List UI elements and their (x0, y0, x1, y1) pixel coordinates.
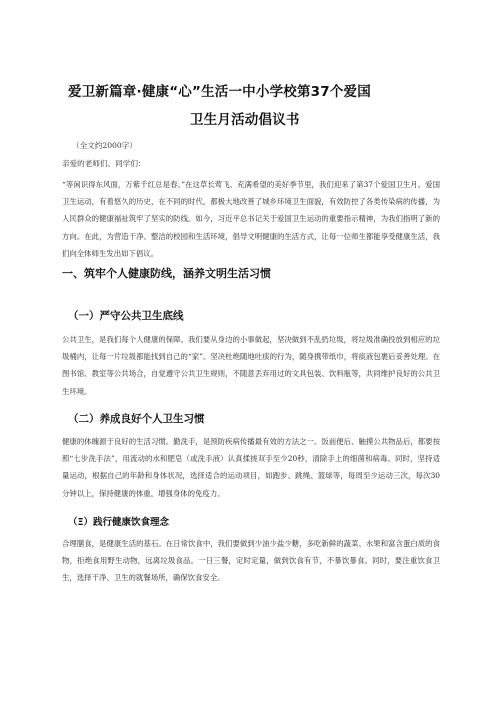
document-title-line2: 卫生月活动倡议书 (190, 112, 300, 128)
subsection1-heading: （一）严守公共卫生底线 (68, 310, 184, 322)
word-count-note: （全文约2000字） (72, 141, 137, 150)
subsection1-paragraph: 公共卫生，是我们每个人健康的保障。我们要从身边的小事做起，坚决做到不乱扔垃圾，将垃圾准确投放到相应的垃圾桶内，让每一片垃圾都能找到自己的“家”。坚决杜绝随地吐痰的行为，随身携带纸巾，将痰液包裹后妥善处理。在图书馆、教室等公共场合，自觉遵守公共卫生规则，不随意丢弃用过的文具包装、饮料瓶等，共同维护良好的公共卫生环境。 (62, 335, 440, 396)
subsection2-heading: （二）养成良好个人卫生习惯 (68, 413, 205, 425)
subsection2-paragraph: 健康的体魄源于良好的生活习惯。勤洗手，是预防疾病传播最有效的方法之一。饭前便后、触摸公共物品后，都要按照“七步洗手法”，用流动的水和肥皂（或洗手液）认真揉搓双手至少20秒，清除手上的细菌和病毒。同时，坚持适量运动，根据自己的年龄和身体状况，选择适合的运动项目，如跑步、跳绳、篮球等，每周至少运动三次，每次30分钟以上，保持健康的体重，增强身体的免疫力。 (62, 437, 440, 498)
salutation: 亲爱的老师们、同学们： (62, 159, 146, 168)
section1-heading: 一、筑牢个人健康防线，涵养文明生活习惯 (62, 267, 271, 280)
intro-paragraph: “等闲识得东风面，万紫千红总是春。”在这草长莺飞、充满希望的美好季节里，我们迎来了第37个爱国卫生月。爱国卫生运动，有着悠久的历史，在不同的时代，都极大地改善了城乡环境卫生面貌，有效防控了各类传染病的传播，为人民群众的健康福祉筑牢了坚实的防线。如今，习近平总书记关于爱国卫生运动的重要指示精神，为我们指明了新的方向。在此，为营造干净、整洁的校园和生活环境，倡导文明健康的生活方式，让每一位师生都能享受健康生活，我们向全体师生发出如下倡议。 (62, 180, 440, 258)
document-title-line1: 爱卫新篇章·健康“心”生活一中小学校第37个爱国 (68, 84, 371, 100)
subsection3-heading: （Ξ）践行健康饮食理念 (68, 517, 170, 528)
subsection3-paragraph: 合理膳食，是健康生活的基石。在日常饮食中，我们要做到少油少盐少糖，多吃新鲜的蔬菜、水果和富含蛋白质的食物，拒绝食用野生动物，远离垃圾食品。一日三餐，定时定量，做到饮食有节，不暴饮暴食。同时，要注重饮食卫生，选择干净、卫生的就餐场所，确保饮食安全。 (62, 539, 440, 583)
